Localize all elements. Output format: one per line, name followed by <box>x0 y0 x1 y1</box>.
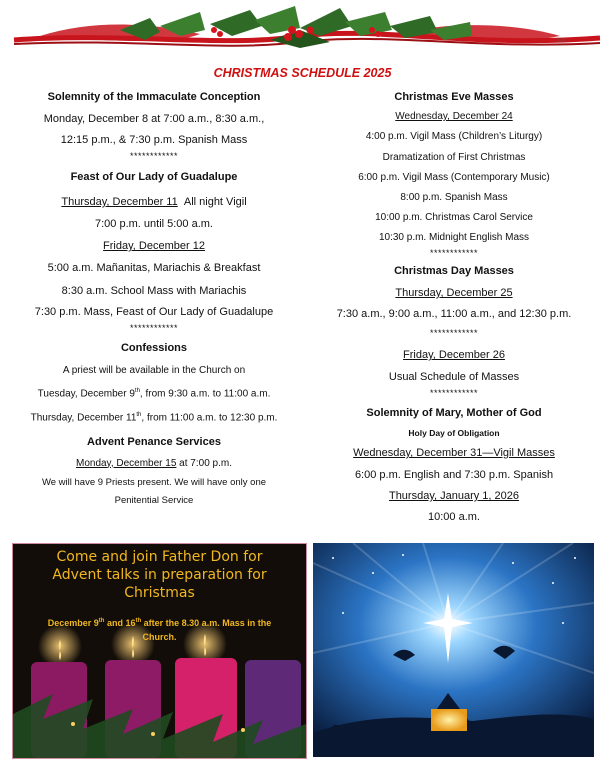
advent-promo-details-line-2: Church. <box>142 632 177 642</box>
dec26-detail: Usual Schedule of Masses <box>388 371 520 383</box>
ordinal-suffix: th <box>134 388 140 394</box>
christmas-day-times: 7:30 a.m., 9:00 a.m., 11:00 a.m., and 12:30 p.m. <box>336 308 572 320</box>
guadalupe-event-1: 5:00 a.m. Mañanitas, Mariachis & Breakfast <box>47 262 261 274</box>
ordinal-suffix: th <box>98 618 105 624</box>
mary-date-2: Thursday, January 1, 2026 <box>388 490 520 502</box>
dec26-date: Friday, December 26 <box>403 349 505 361</box>
ordinal-suffix: th <box>135 618 142 624</box>
advent-talks-promo <box>12 543 307 759</box>
advent-promo-date-a: December 9 <box>47 618 99 628</box>
divider-stars: ************ <box>129 151 179 161</box>
guadalupe-date-1-detail: All night Vigil <box>183 196 247 208</box>
confessions-line-1: A priest will be available in the Church on <box>62 365 246 376</box>
confessions-line-2-date: Tuesday, December 9 <box>37 388 135 400</box>
divider-stars: ************ <box>129 323 179 333</box>
christmas-day-heading: Christmas Day Masses <box>394 265 514 277</box>
advent-promo-details <box>19 614 300 644</box>
right-column <box>308 86 600 528</box>
christmas-day-date: Thursday, December 25 <box>395 287 513 299</box>
nativity-scene-image <box>313 543 594 757</box>
advent-promo-line-2: Advent talks in preparation for <box>52 567 267 583</box>
divider-stars: ************ <box>429 388 479 398</box>
mary-subheading: Holy Day of Obligation <box>408 428 500 438</box>
immaculate-line-1: Monday, December 8 at 7:00 a.m., 8:30 a.m., <box>43 113 265 125</box>
guadalupe-time-1: 7:00 p.m. until 5:00 a.m. <box>94 218 213 230</box>
confessions-heading: Confessions <box>120 342 187 354</box>
guadalupe-date-2: Friday, December 12 <box>103 240 205 252</box>
banner-credit: SLR <box>557 38 567 44</box>
christmas-eve-item: 6:00 p.m. Vigil Mass (Contemporary Music) <box>358 172 550 183</box>
immaculate-heading: Solemnity of the Immaculate Conception <box>47 91 261 103</box>
advent-promo-date-b: and 16 <box>104 618 136 628</box>
advent-penance-date-line <box>8 455 300 473</box>
confessions-line-3 <box>8 405 300 428</box>
advent-penance-heading: Advent Penance Services <box>87 435 221 448</box>
left-column <box>8 86 300 509</box>
mary-detail-2: 10:00 a.m. <box>428 511 480 523</box>
confessions-line-2-time: , from 9:30 a.m. to 11:00 a.m. <box>139 388 271 400</box>
christmas-eve-item: 10:00 p.m. Christmas Carol Service <box>375 212 533 223</box>
christmas-eve-heading: Christmas Eve Masses <box>394 91 514 103</box>
holly-ribbon-banner <box>0 0 605 62</box>
advent-promo-heading <box>13 548 306 602</box>
divider-stars: ************ <box>429 328 479 338</box>
christmas-eve-item: 10:30 p.m. Midnight English Mass <box>378 232 530 243</box>
guadalupe-date-1-line <box>8 192 300 212</box>
advent-penance-date: Monday, December 15 <box>75 457 177 469</box>
christmas-eve-item: 8:00 p.m. Spanish Mass <box>400 192 508 203</box>
confessions-line-3-time: , from 11:00 a.m. to 12:30 p.m. <box>141 412 278 424</box>
mary-heading: Solemnity of Mary, Mother of God <box>366 407 542 419</box>
advent-promo-details-line-1 <box>19 614 300 630</box>
guadalupe-event-2: 8:30 a.m. School Mass with Mariachis <box>61 285 247 297</box>
divider-stars: ************ <box>429 248 479 258</box>
mary-date-1: Wednesday, December 31—Vigil Masses <box>353 447 555 459</box>
christmas-eve-item: Dramatization of First Christmas <box>382 152 526 163</box>
christmas-eve-item: 4:00 p.m. Vigil Mass (Children’s Liturgy) <box>365 131 543 142</box>
advent-promo-time: after the 8.30 a.m. Mass in the <box>141 618 272 628</box>
advent-penance-line-1: We will have 9 Priests present. We will have only one <box>41 476 267 488</box>
guadalupe-date-1: Thursday, December 11 <box>61 196 178 208</box>
guadalupe-event-3: 7:30 p.m. Mass, Feast of Our Lady of Guadalupe <box>34 306 274 318</box>
immaculate-line-2: 12:15 p.m., & 7:30 p.m. Spanish Mass <box>60 134 248 146</box>
mary-detail-1: 6:00 p.m. English and 7:30 p.m. Spanish <box>354 469 554 481</box>
confessions-line-2 <box>8 380 300 405</box>
nativity-illustration <box>313 543 594 757</box>
confessions-line-3-date: Thursday, December 11 <box>30 412 137 424</box>
page-title: CHRISTMAS SCHEDULE 2025 <box>213 66 392 80</box>
advent-promo-line-3: Christmas <box>124 585 195 601</box>
ordinal-suffix: th <box>136 412 142 419</box>
advent-promo-line-1: Come and join Father Don for <box>56 549 263 565</box>
guadalupe-heading: Feast of Our Lady of Guadalupe <box>70 171 238 183</box>
advent-penance-line-2: Penitential Service <box>114 494 194 506</box>
christmas-eve-date: Wednesday, December 24 <box>395 111 513 122</box>
advent-penance-time: at 7:00 p.m. <box>176 457 232 469</box>
